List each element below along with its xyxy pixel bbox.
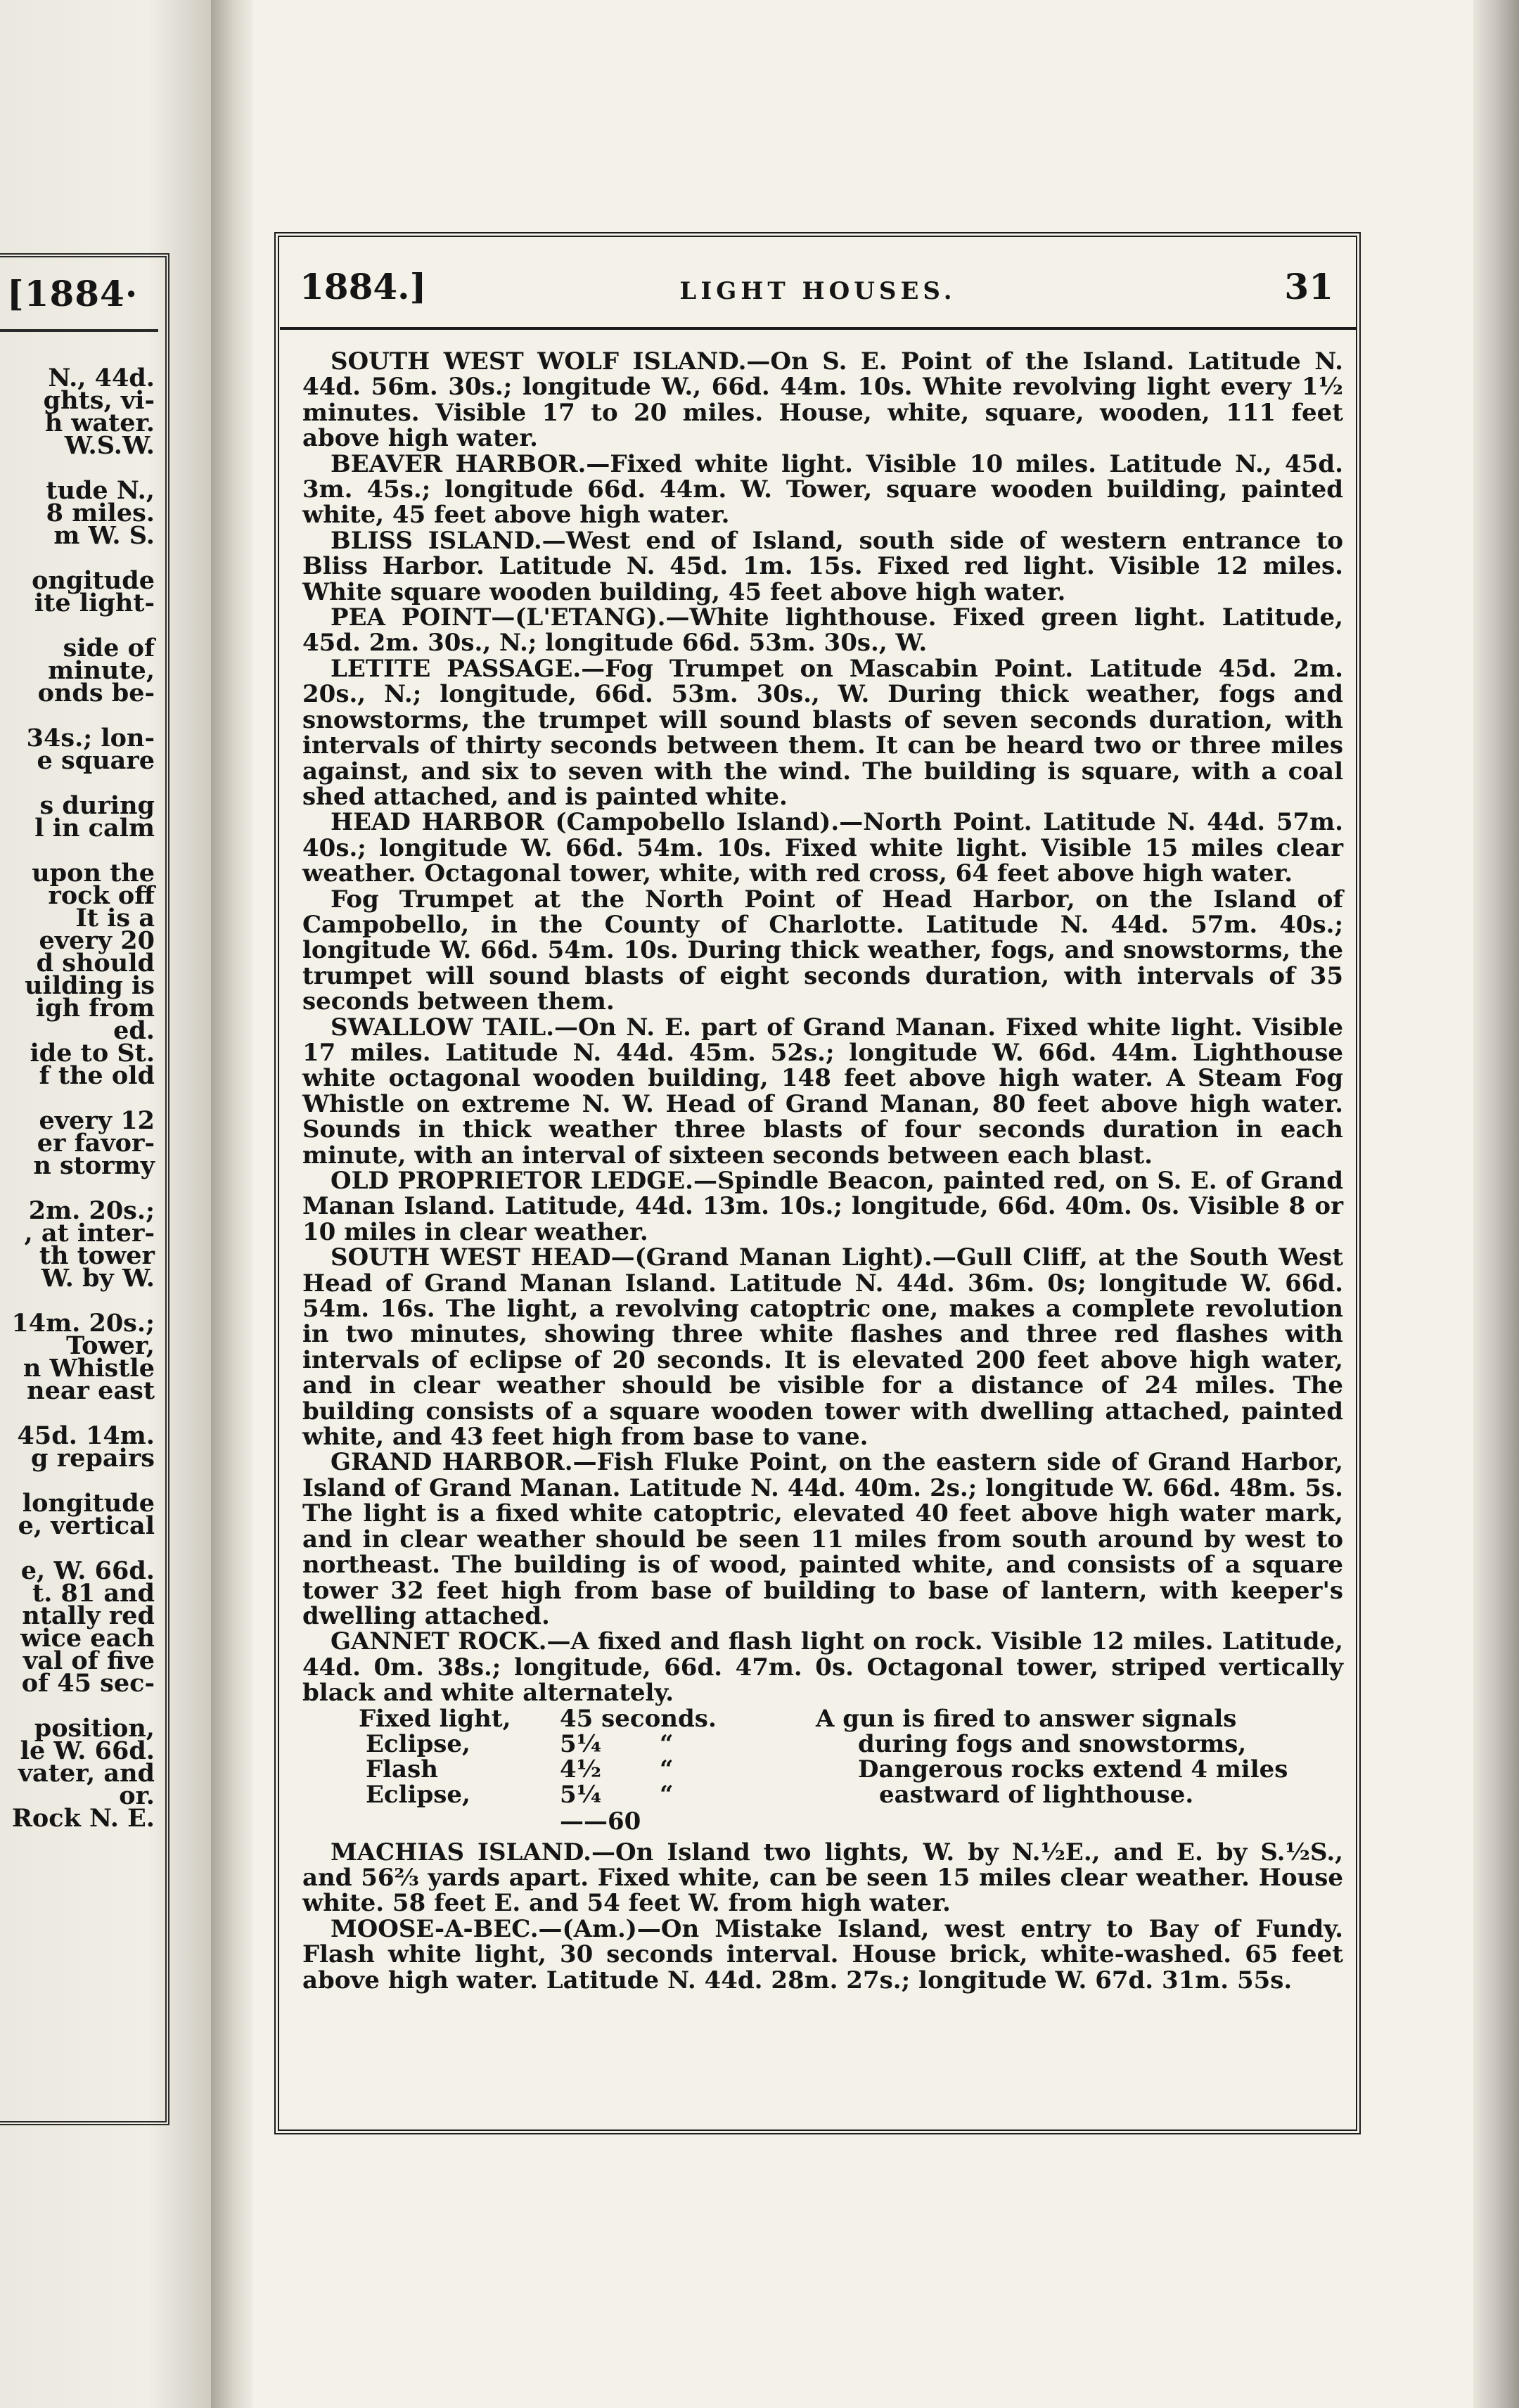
left-page-fragment: of 45 sec- [21, 1669, 155, 1698]
left-page-fragment: th tower [39, 1241, 155, 1270]
left-page-fragment: e square [37, 746, 155, 775]
left-page-fragment: g repairs [31, 1444, 155, 1473]
left-page-fragment: side of [63, 634, 155, 662]
left-page-fragment: n stormy [33, 1151, 155, 1180]
left-page-fragment: ntally red [22, 1601, 155, 1630]
timing-value: 4½ “ [560, 1755, 674, 1783]
left-page-fragment: minute, [48, 656, 155, 685]
entry-gannet-rock: GANNET ROCK.—A fixed and flash light on rock. Visible 12 miles. Latitude, 44d. 0m. 38s.; longitude, 66d. 47m. 0s. Octagonal tower, striped vertically black and white alternately. [302, 1627, 1343, 1708]
timing-note: during fogs and snowstorms, [858, 1729, 1247, 1758]
entry-pea-point: PEA POINT—(L'ETANG).—White lighthouse. Fixed green light. Latitude, 45d. 2m. 30s., N.; longitude 66d. 53m. 30s., W. [302, 603, 1343, 658]
left-page-fragment: f the old [39, 1061, 155, 1090]
left-page-fragment: position, [34, 1714, 155, 1743]
left-page-fragment: le W. 66d. [20, 1736, 155, 1765]
timing-note: Dangerous rocks extend 4 miles [858, 1755, 1288, 1783]
left-page-fragment: 8 miles. [46, 499, 155, 527]
book-gutter [211, 0, 253, 2408]
left-page-fragment: or. [119, 1781, 155, 1810]
left-page-fragment: N., 44d. [48, 364, 155, 392]
header-year: 1884.] [300, 266, 427, 307]
header-title: LIGHT HOUSES. [679, 277, 956, 305]
entry-moose-a-bec: MOOSE-A-BEC.—(Am.)—On Mistake Island, west entry to Bay of Fundy. Flash white light, 30 seconds interval. House brick, white-washed. 65 feet above high water. Latitude N. 44d. 28m. 27s.; longitude W. 67d. 31m. 55s. [302, 1914, 1343, 1994]
left-page-year: [1884· [7, 273, 139, 314]
entry-beaver-harbor: BEAVER HARBOR.—Fixed white light. Visible 10 miles. Latitude N., 45d. 3m. 45s.; longitude 66d. 44m. W. Tower, square wooden building, painted white, 45 feet above high water. [302, 449, 1343, 530]
left-page-fragment: near east [27, 1376, 155, 1405]
entry-south-west-wolf-island: SOUTH WEST WOLF ISLAND.—On S. E. Point of the Island. Latitude N. 44d. 56m. 30s.; longitude W., 66d. 44m. 10s. White revolving light every 1½ minutes. Visible 17 to 20 miles. House, white, square, wooden, 111 feet above high water. [302, 347, 1343, 453]
timing-label: Eclipse, [366, 1780, 470, 1809]
left-page-fragment: ongitude [32, 566, 155, 595]
left-page-fragment: rock off [48, 881, 155, 910]
entry-head-harbor: HEAD HARBOR (Campobello Island).—North Point. Latitude N. 44d. 57m. 40s.; longitude W. 66d. 54m. 10s. Fixed white light. Visible 15 miles clear weather. Octagonal tower, white, with red cross, 64 feet above high water. [302, 808, 1343, 888]
left-page-fragment: vater, and [18, 1759, 155, 1788]
entry-swallow-tail: SWALLOW TAIL.—On N. E. part of Grand Manan. Fixed white light. Visible 17 miles. Latitude N. 44d. 45m. 52s.; longitude W. 66d. 44m. Lighthouse white octagonal wooden building, 148 feet above high water. A Steam Fog Whistle on extreme N. W. Head of Grand Manan, 80 feet above high water. Sounds in thick weather three blasts of four seconds duration in each minute, with an interval of sixteen seconds between each blast. [302, 1013, 1343, 1170]
left-page-fragment: W. by W. [41, 1264, 155, 1293]
running-header [294, 262, 1342, 318]
left-page-fragment: ide to St. [30, 1039, 155, 1068]
left-page-fragment: ed. [113, 1016, 155, 1045]
timing-value: 5¼ “ [560, 1780, 674, 1809]
left-page-fragment: It is a [75, 904, 155, 933]
left-page-fragment: W.S.W. [64, 431, 155, 460]
left-page-fragment: h water. [44, 409, 155, 437]
entry-old-proprietor-ledge: OLD PROPRIETOR LEDGE.—Spindle Beacon, painted red, on S. E. of Grand Manan Island. Latitude, 44d. 13m. 10s.; longitude, 66d. 40m. 0s. Visible 8 or 10 miles in clear weather. [302, 1167, 1343, 1246]
left-page-fragment: er favor- [37, 1129, 155, 1158]
left-page-fragment: l in calm [34, 814, 155, 843]
left-page-fragment: uilding is [25, 971, 155, 1000]
left-page-fragment: e, vertical [18, 1511, 155, 1540]
left-page-fragment: igh from [35, 994, 155, 1023]
timing-note: eastward of lighthouse. [879, 1780, 1194, 1809]
page-right-edge [1473, 0, 1519, 2408]
left-page-edge [0, 0, 211, 2408]
timing-label: Eclipse, [366, 1729, 470, 1758]
left-page-fragment: Rock N. E. [11, 1804, 155, 1833]
left-page-fragment: val of five [23, 1646, 155, 1675]
left-page-fragment: m W. S. [53, 521, 155, 550]
gannet-rock-timing-table [302, 1706, 1343, 1840]
timing-total: ——60 [560, 1807, 641, 1836]
timing-label: Flash [366, 1755, 438, 1783]
entry-grand-harbor: GRAND HARBOR.—Fish Fluke Point, on the eastern side of Grand Harbor, Island of Grand Manan. Latitude N. 44d. 40m. 2s.; longitude W. 66d. 48m. 5s. The light is a fixed white catoptric, elevated 40 feet above high water mark, and in clear weather should be seen 11 miles from south around by west to northeast. The building is of wood, painted white, and consists of a square tower 32 feet high from base of building to base of lantern, with keeper's dwelling attached. [302, 1448, 1343, 1630]
page-number: 31 [1284, 266, 1333, 307]
entry-fog-trumpet-head-harbor: Fog Trumpet at the North Point of Head Harbor, on the Island of Campobello, in the County of Charlotte. Latitude N. 44d. 57m. 40s.; longitude W. 66d. 54m. 10s. During thick weather, fogs, and snowstorms, the trumpet will sound blasts of eight seconds duration, with intervals of 35 seconds between them. [302, 885, 1343, 1016]
left-page-fragment: tude N., [46, 476, 155, 505]
left-page-fragment: 45d. 14m. [17, 1421, 155, 1450]
entry-letite-passage: LETITE PASSAGE.—Fog Trumpet on Mascabin Point. Latitude 45d. 2m. 20s., N.; longitude, 66d. 53m. 30s., W. During thick weather, fogs and snowstorms, the trumpet will sound blasts of seven seconds duration, with intervals of thirty seconds between them. It can be heard two or three miles against, and six to seven with the wind. The building is square, with a coal shed attached, and is painted white. [302, 654, 1343, 811]
entry-machias-island: MACHIAS ISLAND.—On Island two lights, W. by N.½E., and E. by S.½S., and 56⅔ yards apart. Fixed white, can be seen 15 miles clear weather. House white. 58 feet E. and 54 feet W. from high water. [302, 1838, 1343, 1918]
timing-note: A gun is fired to answer signals [816, 1704, 1237, 1733]
left-page-fragment: every 20 [39, 926, 155, 955]
entry-south-west-head: SOUTH WEST HEAD—(Grand Manan Light).—Gull Cliff, at the South West Head of Grand Manan Island. Latitude N. 44d. 36m. 0s; longitude W. 66d. 54m. 16s. The light, a revolving catoptric one, makes a complete revolution in two minutes, showing three white flashes and three red flashes with intervals of eclipse of 20 seconds. It is elevated 200 feet above high water, and in clear weather should be visible for a distance of 24 miles. The building consists of a square wooden tower with dwelling attached, painted white, and 43 feet high from base to vane. [302, 1243, 1343, 1452]
left-page-fragment: 14m. 20s.; [11, 1309, 155, 1338]
timing-value: 5¼ “ [560, 1729, 674, 1758]
left-page-fragment: e, W. 66d. [20, 1556, 155, 1585]
entry-bliss-island: BLISS ISLAND.—West end of Island, south side of western entrance to Bliss Harbor. Latitude N. 45d. 1m. 15s. Fixed red light. Visible 12 miles. White square wooden building, 45 feet above high water. [302, 526, 1343, 606]
header-rule [280, 327, 1356, 330]
timing-label: Fixed light, [359, 1704, 511, 1733]
left-page-fragment: , at inter- [24, 1219, 155, 1248]
left-page-fragment: d should [36, 949, 155, 978]
left-page-rule [0, 329, 158, 332]
left-page-fragment: Tower, [66, 1331, 155, 1360]
left-page-fragment: wice each [20, 1624, 155, 1653]
left-page-fragment: n Whistle [23, 1354, 155, 1383]
page-body [302, 349, 1343, 1993]
left-page-fragment: 2m. 20s.; [28, 1196, 155, 1225]
left-page-fragment: every 12 [39, 1106, 155, 1135]
left-page-fragment: ite light- [34, 589, 155, 617]
left-page-fragment: ghts, vi- [43, 386, 155, 415]
left-page-fragment: longitude [22, 1489, 155, 1518]
left-page-fragment: t. 81 and [32, 1579, 155, 1608]
left-page-fragment: s during [39, 791, 155, 820]
left-page-fragment: onds be- [37, 679, 155, 707]
timing-value: 45 seconds. [560, 1704, 717, 1733]
left-page-fragment: 34s.; lon- [26, 724, 155, 752]
left-page-fragment: upon the [32, 859, 155, 888]
